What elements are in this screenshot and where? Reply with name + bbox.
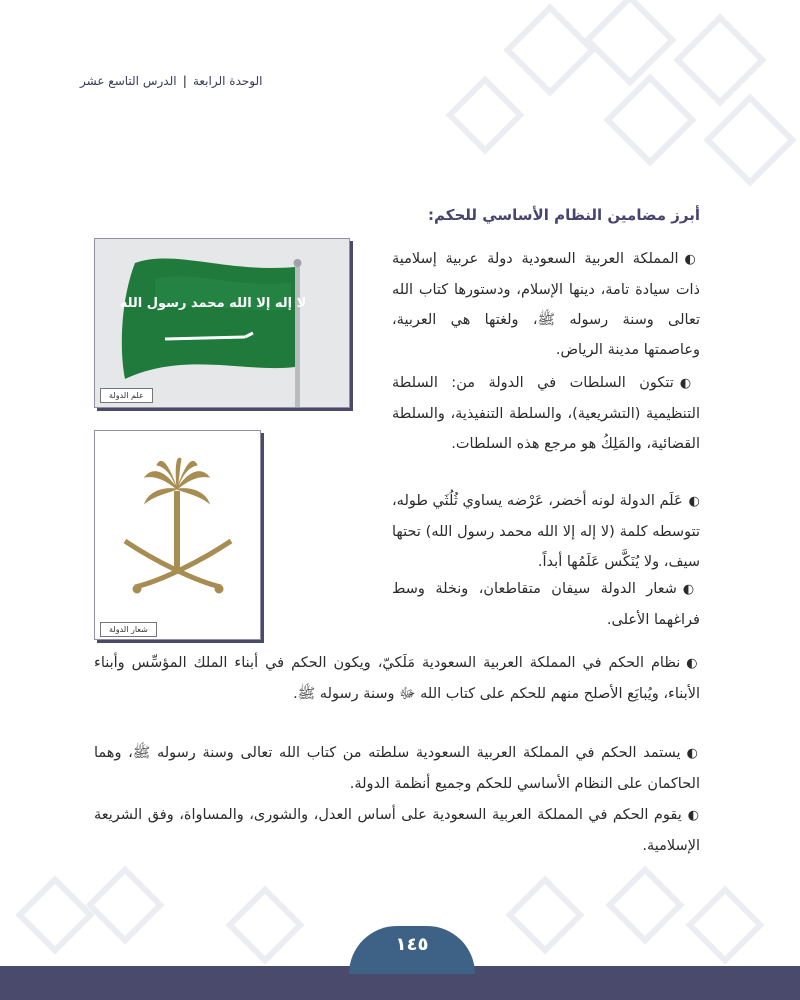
bullet-icon: ◐ <box>688 494 701 509</box>
bullet-icon: ◐ <box>686 746 700 761</box>
palm-swords-emblem-icon <box>95 431 260 639</box>
page-header <box>80 74 262 88</box>
bullet-text: شعار الدولة سيفان متقاطعان، ونخلة وسط فراغهما الأعلى. <box>392 581 700 628</box>
flag-caption: علم الدولة <box>100 388 153 403</box>
bullet-item <box>392 574 700 635</box>
bullet-text: نظام الحكم في المملكة العربية السعودية مَلَكيّ، ويكون الحكم في أبناء الملك المؤسِّس وأبناء الأبناء، ويُبايَع الأصلح منهم للحكم على كتاب الله ﷻ وسنة رسوله ﷺ. <box>94 655 700 702</box>
saudi-flag-icon <box>95 239 349 407</box>
flag-inscription: لا إله إلا الله محمد رسول الله <box>119 296 307 311</box>
page-number: ١٤٥ <box>395 934 429 955</box>
header-unit: الوحدة الرابعة <box>192 74 263 88</box>
bullet-icon: ◐ <box>686 656 700 671</box>
bullet-text: يستمد الحكم في المملكة العربية السعودية سلطته من كتاب الله تعالى وسنة رسوله ﷺ، وهما الحاكمان على النظام الأساسي للحكم وجميع أنظمة الدولة. <box>94 745 700 792</box>
bullet-icon: ◐ <box>684 252 700 267</box>
bullet-item <box>392 244 700 365</box>
bullet-text: عَلَم الدولة لونه أخضر، عَرْضه يساوي ثُلُثَي طوله، تتوسطه كلمة (لا إله إلا الله محمد رسول الله) تحتها سيف، ولا يُنَكَّس عَلَمُها أبداً. <box>392 493 700 570</box>
header-separator: | <box>182 74 187 88</box>
header-lesson: الدرس التاسع عشر <box>80 74 177 88</box>
section-title: أبرز مضامين النظام الأساسي للحكم: <box>427 206 700 224</box>
bullet-icon: ◐ <box>687 808 700 823</box>
emblem-figure <box>94 430 261 640</box>
bullet-item <box>392 368 700 459</box>
bullet-text: يقوم الحكم في المملكة العربية السعودية على أساس العدل، والشورى، والمساواة، وفق الشريعة الإسلامية. <box>94 807 700 854</box>
emblem-caption: شعار الدولة <box>100 622 157 637</box>
bullet-icon: ◐ <box>679 376 701 391</box>
flag-figure <box>94 238 350 408</box>
bullet-item <box>94 738 700 799</box>
bullet-item <box>392 486 700 577</box>
bullet-text: تتكون السلطات في الدولة من: السلطة التنظيمية (التشريعية)، والسلطة التنفيذية، والسلطة القضائية، والمَلِكُ هو مرجع هذه السلطات. <box>392 375 700 452</box>
bullet-text: المملكة العربية السعودية دولة عربية إسلامية ذات سيادة تامة، دينها الإسلام، ودستورها كتاب الله تعالى وسنة رسوله ﷺ، ولغتها هي العربية، وعاصمتها مدينة الرياض. <box>392 251 700 358</box>
bullet-icon: ◐ <box>682 582 701 597</box>
bullet-item <box>94 648 700 709</box>
bullet-item <box>94 800 700 861</box>
